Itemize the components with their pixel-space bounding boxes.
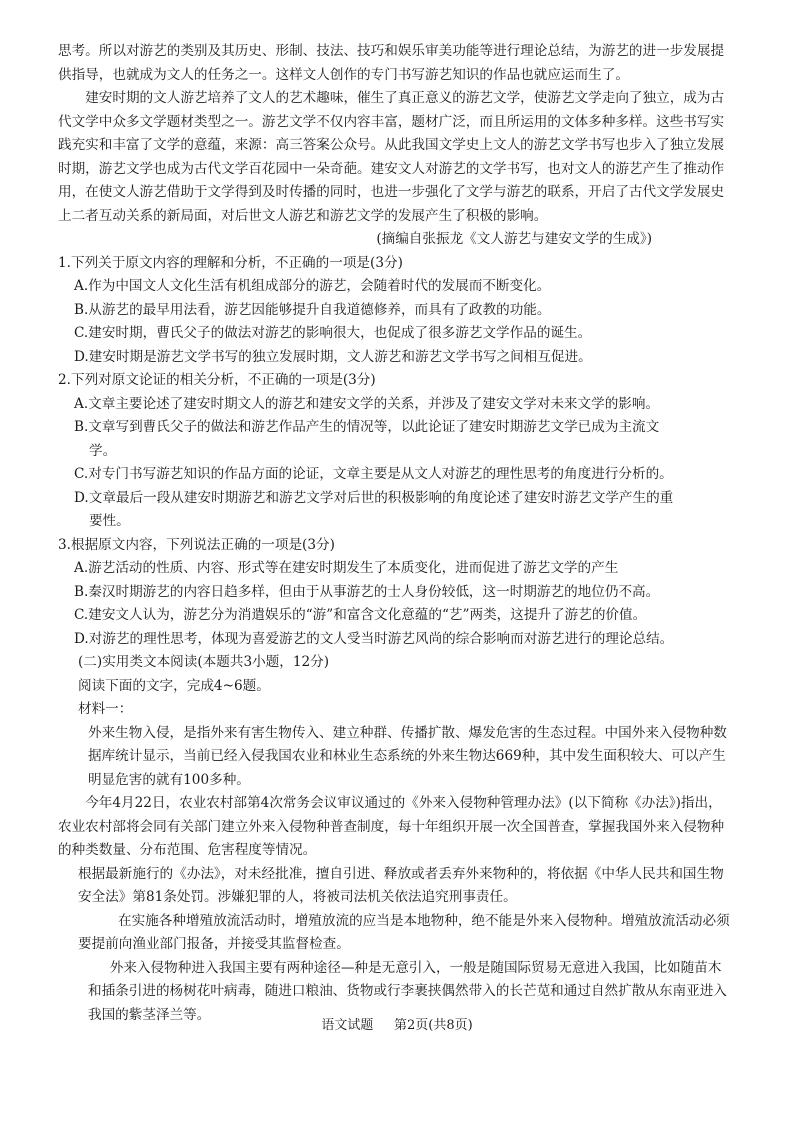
option-c: C.建安文人认为，游艺分为消遣娱乐的“游”和富含文化意蕴的“艺”两类，这提升了游艺的价值。 — [74, 607, 647, 623]
option-a: A.作为中国文人文化生活有机组成部分的游艺，会随着时代的发展而不断变化。 — [74, 278, 551, 294]
material-paragraph: 外来生物入侵，是指外来有害生物传入、建立种群、传播扩散、爆发危害的生态过程。中国外来入侵物种数据库统计显示，当前已经入侵我国农业和林业生态系统的外来生物达669种，其中发生面积较大、可以产生明显危害的就有100多种。 — [88, 724, 727, 788]
passage-paragraph: 建安时期的文人游艺培养了文人的艺术趣味，催生了真正意义的游艺文学，使游艺文学走向了独立，成为古代文学中众多文学题材类型之一。游艺文学不仅内容丰富，题材广泛，而且所运用的文体多种多样。这些书写实践充实和丰富了文学的意蕴，来源：高三答案公众号。从此我国文学史上文人的游艺文学书写也步入了独立发展时期，游艺文学也成为古代文学百花园中一朵奇葩。建安文人对游艺的文学书写，也对文人的游艺产生了推动作用，在使文人游艺借助于文学得到及时传播的同时，也进一步强化了文学与游艺的联系，开启了古代文学发展史上二者互动关系的新局面，对后世文人游艺和游艺文学的发展产生了积极的影响。 — [58, 90, 725, 224]
question-stem: 2.下列对原文论证的相关分析，不正确的一项是(3分) — [58, 372, 376, 388]
option-text: B.文章写到曹氏父子的做法和游艺作品产生的情况等，以此论证了建安时期游艺文学已成为主流文 — [74, 419, 660, 435]
option-text-continued: 要性。 — [89, 513, 130, 529]
option-d: D.对游艺的理性思考，体现为喜爱游艺的文人受当时游艺风尚的综合影响而对游艺进行的理论总结。 — [74, 630, 674, 647]
material-paragraph: 今年4月22日，农业农村部第4次常务会议审议通过的《外来入侵物种管理办法》(以下简称《办法》)指出，农业农村部将会同有关部门建立外来入侵物种普查制度，每十年组织开展一次全国普查，掌握我国外来入侵物种的种类数量、分布范围、危害程度等情况。 — [58, 795, 725, 858]
option-b: B.秦汉时期游艺的内容日趋多样，但由于从事游艺的士人身份较低，这一时期游艺的地位仍不高。 — [74, 583, 660, 600]
option-b: B.从游艺的最早用法看，游艺因能够提升自我道德修养，而具有了政教的功能。 — [74, 301, 551, 318]
option-d: D.建安时期是游艺文学书写的独立发展时期，文人游艺和游艺文学书写之间相互促进。 — [74, 348, 592, 365]
section-instruction: 阅读下面的文字，完成4~6题。 — [78, 677, 270, 694]
material-paragraph: 外来入侵物种进入我国主要有两种途径—种是无意引入，一般是随国际贸易无意进入我国，比如随苗木和插条引进的杨树花叶病毒，随进口粮油、货物或行李裹挟偶然带入的长芒苋和通过自然扩散从东南亚进入我国的紫茎泽兰等。 — [88, 959, 727, 1023]
footer-page-number: 第2页(共8页) — [394, 1018, 473, 1033]
page-footer — [0, 1014, 794, 1038]
passage-source: (摘编自张振龙《文人游艺与建安文学的生成》) — [376, 231, 652, 247]
question-stem: 1.下列关于原文内容的理解和分析，不正确的一项是(3分) — [58, 254, 403, 271]
section-practical-reading — [58, 651, 734, 1027]
material-paragraph: 在实施各种增殖放流活动时，增殖放流的应当是本地物种，绝不能是外来入侵物种。增殖放流活动必须要提前向渔业部门报备，并接受其监督检查。 — [78, 912, 730, 952]
option-text-continued: 学。 — [89, 442, 117, 459]
question-stem: 3.根据原文内容，下列说法正确的一项是(3分) — [58, 536, 335, 553]
page-content — [58, 40, 734, 1027]
question-3 — [58, 534, 734, 652]
option-d — [58, 487, 734, 534]
question-1 — [58, 252, 734, 370]
question-2 — [58, 369, 734, 534]
material-paragraph: 根据最新施行的《办法》，对未经批准，擅自引进、释放或者丢弃外来物种的，将依据《中华人民共和国生物安全法》第81条处罚。涉嫌犯罪的人，将被司法机关依法追究刑事责任。 — [78, 865, 724, 905]
passage-paragraph: 思考。所以对游艺的类别及其历史、形制、技法、技巧和娱乐审美功能等进行理论总结，为游艺的进一步发展提供指导，也就成为文人的任务之一。这样文人创作的专门书写游艺知识的作品也就应运而生了。 — [58, 43, 725, 83]
option-b — [58, 416, 734, 463]
option-c: C.对专门书写游艺知识的作品方面的论证，文章主要是从文人对游艺的理性思考的角度进行分析的。 — [74, 466, 673, 482]
option-a: A.文章主要论述了建安时期文人的游艺和建安文学的关系，并涉及了建安文学对未来文学的影响。 — [74, 395, 660, 412]
footer-subject: 语文试题 — [321, 1018, 374, 1033]
material-label: 材料一： — [78, 701, 133, 717]
section-heading: (二)实用类文本阅读(本题共3小题，12分) — [78, 654, 330, 670]
option-text: D.文章最后一段从建安时期游艺和游艺文学对后世的积极影响的角度论述了建安时游艺文学产生的重 — [74, 489, 674, 506]
option-c: C.建安时期，曹氏父子的做法对游艺的影响很大，也促成了很多游艺文学作品的诞生。 — [74, 325, 592, 341]
option-a: A.游艺活动的性质、内容、形式等在建安时期发生了本质变化，进而促进了游艺文学的产生 — [74, 560, 619, 576]
